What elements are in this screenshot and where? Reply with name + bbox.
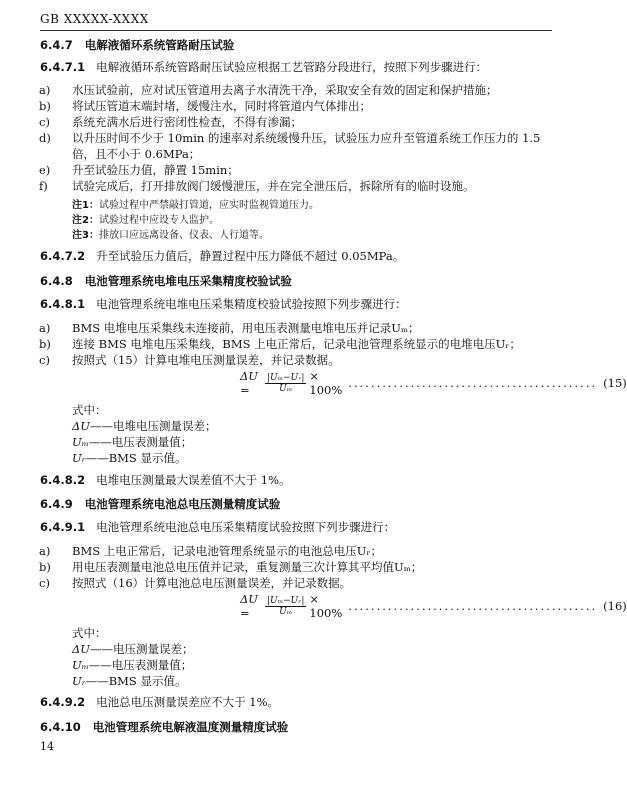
equation-fraction (265, 373, 306, 394)
variable-symbol: ΔU (72, 419, 90, 433)
clause-text: 电堆电压测量最大误差值不大于 1%。 (96, 473, 291, 487)
variable-symbol: Uₘ (72, 658, 89, 672)
clause-6-4-9-2 (40, 694, 552, 710)
step-text: 系统充满水后进行密闭性检查，不得有渗漏； (72, 115, 302, 129)
section-number: 6.4.7 (40, 38, 73, 52)
page-number: 14 (40, 740, 54, 753)
note-label: 注3： (72, 230, 99, 241)
variable-def (72, 657, 192, 673)
variable-symbol: Uᵣ (72, 451, 86, 465)
header-rule (40, 30, 552, 31)
step-mark: d) (39, 131, 51, 145)
clause-number: 6.4.9.2 (40, 695, 86, 709)
variable-desc: ——电压表测量值； (88, 658, 193, 672)
step-mark: a) (39, 544, 51, 558)
step-text: 用电压表测量电池总电压值并记录，重复测量三次计算其平均值Uₘ； (72, 560, 423, 574)
variable-def (72, 641, 194, 657)
step-mark: c) (39, 353, 50, 367)
clause-6-4-8-1 (40, 296, 552, 312)
clause-6-4-7-2 (40, 248, 552, 264)
note (72, 196, 319, 211)
step-mark: c) (39, 115, 50, 129)
step-text: 试验完成后，打开排放阀门缓慢泄压，并在完全泄压后，拆除所有的临时设施。 (72, 179, 475, 193)
note (72, 211, 219, 226)
equation-lhs: ΔU = (240, 369, 258, 397)
clause-6-4-9-1 (40, 519, 552, 535)
step-item (39, 98, 552, 114)
step-item (39, 162, 552, 178)
section-number: 6.4.9 (40, 497, 73, 511)
equation-number: (15) (603, 376, 627, 390)
fraction-denominator: Uₘ (279, 606, 293, 617)
variable-symbol: Uₘ (72, 435, 89, 449)
variable-def (72, 434, 192, 450)
where-label: 式中： (72, 403, 107, 417)
section-6-4-9-heading (40, 496, 552, 512)
equation-tail: × 100% (309, 369, 343, 397)
fraction-denominator: Uₘ (279, 383, 293, 394)
step-mark: a) (39, 321, 51, 335)
note-text: 试验过程中严禁敲打管道，应实时监视管道压力。 (98, 200, 319, 211)
clause-text: 电池管理系统电池总电压采集精度试验按照下列步骤进行： (96, 520, 396, 534)
clause-6-4-7-1 (40, 59, 552, 75)
step-item (39, 575, 552, 591)
leader-dots: ............................................ (348, 376, 598, 390)
equation-tail: × 100% (309, 592, 343, 620)
variable-def (72, 673, 186, 689)
step-item (39, 130, 552, 162)
fraction-numerator: |Uₘ−Uᵣ| (267, 372, 305, 383)
step-item (39, 178, 552, 194)
step-item (39, 336, 552, 352)
clause-number: 6.4.7.1 (40, 60, 86, 74)
step-item (39, 320, 552, 336)
section-number: 6.4.8 (40, 274, 73, 288)
equation-fraction (265, 596, 306, 617)
note-text: 试验过程中应设专人监护。 (98, 215, 219, 226)
clause-number: 6.4.8.1 (40, 297, 86, 311)
step-mark: e) (39, 163, 51, 177)
section-title: 电池管理系统电解液温度测量精度试验 (92, 720, 289, 734)
variable-desc: ——电堆电压测量误差； (90, 419, 217, 433)
step-item (39, 82, 552, 98)
clause-number: 6.4.9.1 (40, 520, 86, 534)
step-item (39, 543, 552, 559)
standard-code: GB XXXXX-XXXX (40, 12, 149, 26)
section-number: 6.4.10 (40, 720, 81, 734)
variable-symbol: ΔU (72, 642, 90, 656)
variable-desc: ——BMS 显示值。 (85, 674, 187, 688)
step-text: 将试压管道末端封堵，缓慢注水，同时将管道内气体排出； (72, 99, 371, 113)
variable-desc: ——电压表测量值； (88, 435, 193, 449)
clause-6-4-8-2 (40, 472, 552, 488)
clause-number: 6.4.8.2 (40, 473, 86, 487)
step-text: 升至试验压力值，静置 15min； (72, 163, 239, 177)
step-mark: b) (39, 337, 51, 351)
fraction-numerator: |Uₘ−Uᵣ| (267, 595, 305, 606)
section-6-4-8-heading (40, 273, 552, 289)
clause-text: 电池总电压测量误差应不大于 1%。 (96, 695, 279, 709)
step-text: BMS 电堆电压采集线未连接前，用电压表测量电堆电压并记录Uₘ； (72, 321, 420, 335)
note-text: 排放口应远离设备、仪表、人行道等。 (98, 230, 269, 241)
section-title: 电解液循环系统管路耐压试验 (84, 38, 235, 52)
step-text: 连接 BMS 电堆电压采集线，BMS 上电正常后，记录电池管理系统显示的电堆电压Uᵣ； (72, 337, 521, 351)
equation-lhs: ΔU = (240, 592, 258, 620)
step-item (39, 559, 552, 575)
step-mark: a) (39, 83, 51, 97)
variable-def (72, 450, 186, 466)
variable-def (72, 418, 217, 434)
step-mark: b) (39, 99, 51, 113)
step-text: 按照式（16）计算电池总电压测量误差，并记录数据。 (72, 576, 352, 590)
where-label: 式中： (72, 626, 107, 640)
equation-15 (240, 368, 627, 398)
note-label: 注2： (72, 215, 99, 226)
clause-text: 电解液循环系统管路耐压试验应根据工艺管路分段进行，按照下列步骤进行： (96, 60, 488, 74)
step-mark: b) (39, 560, 51, 574)
step-mark: f) (39, 179, 48, 193)
clause-text: 电池管理系统电堆电压采集精度校验试验按照下列步骤进行： (96, 297, 407, 311)
section-title: 电池管理系统电堆电压采集精度校验试验 (84, 274, 292, 288)
note (72, 226, 269, 241)
section-6-4-10-heading (40, 719, 552, 735)
step-text: 以升压时间不少于 10min 的速率对系统缓慢升压，试验压力应升至管道系统工作压力的 1.5 倍，且不小于 0.6MPa； (72, 131, 541, 161)
section-title: 电池管理系统电池总电压测量精度试验 (84, 497, 281, 511)
step-item (39, 114, 552, 130)
variable-desc: ——BMS 显示值。 (85, 451, 187, 465)
step-item (39, 352, 552, 368)
variable-symbol: Uᵣ (72, 674, 86, 688)
step-text: BMS 上电正常后，记录电池管理系统显示的电池总电压Uᵣ； (72, 544, 382, 558)
variable-desc: ——电压测量误差； (90, 642, 194, 656)
equation-number: (16) (603, 599, 627, 613)
step-text: 按照式（15）计算电堆电压测量误差，并记录数据。 (72, 353, 340, 367)
step-mark: c) (39, 576, 50, 590)
section-6-4-7-heading (40, 37, 552, 53)
clause-text: 升至试验压力值后，静置过程中压力降低不超过 0.05MPa。 (96, 249, 405, 263)
equation-16 (240, 591, 627, 621)
step-text: 水压试验前，应对试压管道用去离子水清洗干净，采取安全有效的固定和保护措施； (72, 83, 498, 97)
clause-number: 6.4.7.2 (40, 249, 86, 263)
note-label: 注1： (72, 200, 99, 211)
leader-dots: ............................................ (348, 599, 598, 613)
